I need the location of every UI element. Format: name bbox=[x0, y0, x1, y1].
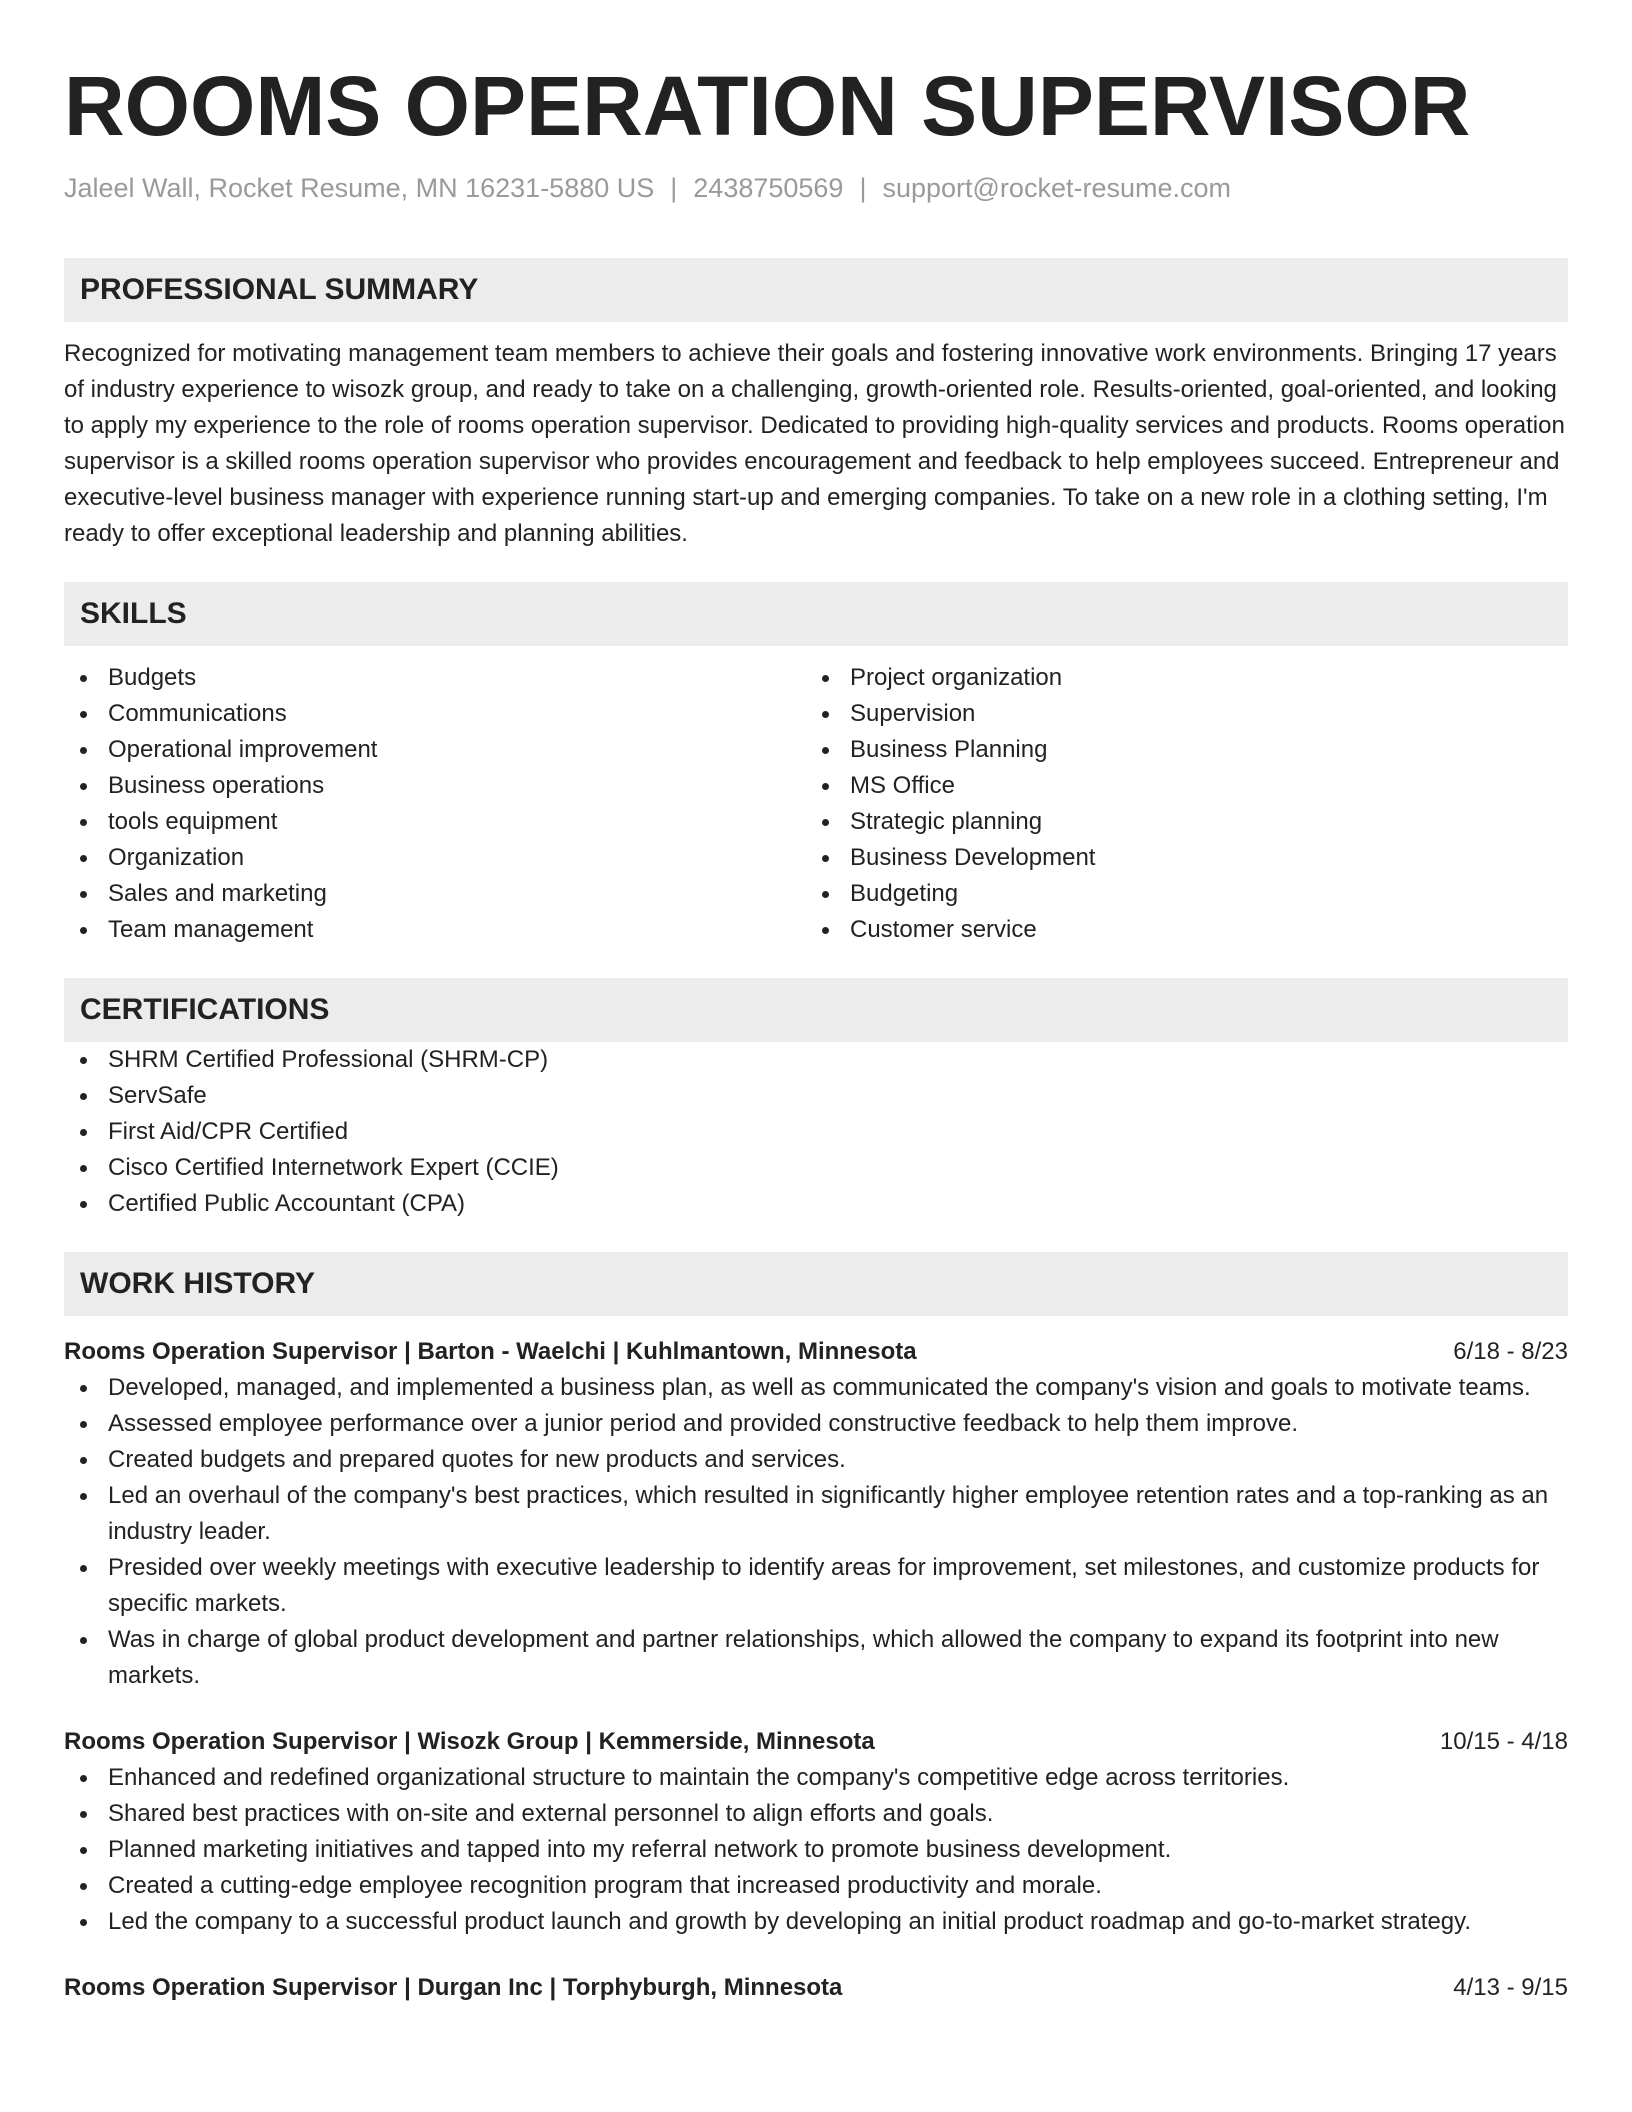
skill-item: Team management bbox=[64, 912, 806, 948]
job-title: Rooms Operation Supervisor | Durgan Inc | Torphyburgh, Minnesota bbox=[64, 1974, 843, 2001]
job-title: Rooms Operation Supervisor | Barton - Waelchi | Kuhlmantown, Minnesota bbox=[64, 1338, 917, 1365]
contact-separator: | bbox=[859, 173, 867, 203]
skill-item: Business operations bbox=[64, 768, 806, 804]
job-bullet: Led the company to a successful product launch and growth by developing an initial product roadmap and go-to-market strategy. bbox=[64, 1904, 1568, 1940]
skills-column-right bbox=[806, 660, 1548, 948]
job-bullets bbox=[64, 1370, 1568, 1694]
skills-list-right bbox=[806, 660, 1548, 948]
contact-separator: | bbox=[670, 173, 678, 203]
skill-item: Business Development bbox=[806, 840, 1548, 876]
job-bullet: Developed, managed, and implemented a business plan, as well as communicated the company's vision and goals to motivate teams. bbox=[64, 1370, 1568, 1406]
certification-item: First Aid/CPR Certified bbox=[64, 1114, 1568, 1150]
skills-list-left bbox=[64, 660, 806, 948]
job-bullet: Shared best practices with on-site and external personnel to align efforts and goals. bbox=[64, 1796, 1568, 1832]
job-title: Rooms Operation Supervisor | Wisozk Group | Kemmerside, Minnesota bbox=[64, 1728, 875, 1755]
job-entry bbox=[64, 1334, 1568, 1694]
section-heading-work-history: WORK HISTORY bbox=[64, 1252, 1568, 1316]
contact-line bbox=[64, 170, 1568, 206]
job-dates: 6/18 - 8/23 bbox=[1453, 1338, 1568, 1365]
skill-item: tools equipment bbox=[64, 804, 806, 840]
skill-item: Supervision bbox=[806, 696, 1548, 732]
skill-item: MS Office bbox=[806, 768, 1548, 804]
skill-item: Operational improvement bbox=[64, 732, 806, 768]
contact-address: Jaleel Wall, Rocket Resume, MN 16231-5880 US bbox=[64, 173, 655, 203]
section-heading-summary: PROFESSIONAL SUMMARY bbox=[64, 258, 1568, 322]
job-bullet: Assessed employee performance over a junior period and provided constructive feedback to help them improve. bbox=[64, 1406, 1568, 1442]
job-header bbox=[64, 1724, 1568, 1760]
skills-column-left bbox=[64, 660, 806, 948]
skills-columns bbox=[64, 660, 1568, 948]
job-header bbox=[64, 1334, 1568, 1370]
job-bullets bbox=[64, 1760, 1568, 1940]
job-header bbox=[64, 1970, 1568, 2006]
section-heading-skills: SKILLS bbox=[64, 582, 1568, 646]
job-entry bbox=[64, 1970, 1568, 2006]
job-bullet: Created a cutting-edge employee recognition program that increased productivity and morale. bbox=[64, 1868, 1568, 1904]
skill-item: Strategic planning bbox=[806, 804, 1548, 840]
resume-title: ROOMS OPERATION SUPERVISOR bbox=[64, 59, 1471, 153]
certifications-list bbox=[64, 1042, 1568, 1222]
job-bullet: Led an overhaul of the company's best practices, which resulted in significantly higher employee retention rates and a top-ranking as an industry leader. bbox=[64, 1478, 1568, 1550]
skill-item: Budgeting bbox=[806, 876, 1548, 912]
skill-item: Customer service bbox=[806, 912, 1548, 948]
certification-item: Cisco Certified Internetwork Expert (CCIE) bbox=[64, 1150, 1568, 1186]
skill-item: Project organization bbox=[806, 660, 1548, 696]
job-bullet: Created budgets and prepared quotes for new products and services. bbox=[64, 1442, 1568, 1478]
job-bullet: Presided over weekly meetings with executive leadership to identify areas for improvement, set milestones, and customize products for specific markets. bbox=[64, 1550, 1568, 1622]
job-bullet: Was in charge of global product development and partner relationships, which allowed the company to expand its footprint into new markets. bbox=[64, 1622, 1568, 1694]
skill-item: Budgets bbox=[64, 660, 806, 696]
skill-item: Organization bbox=[64, 840, 806, 876]
section-heading-certifications: CERTIFICATIONS bbox=[64, 978, 1568, 1042]
job-dates: 4/13 - 9/15 bbox=[1453, 1974, 1568, 2001]
certification-item: Certified Public Accountant (CPA) bbox=[64, 1186, 1568, 1222]
certification-item: ServSafe bbox=[64, 1078, 1568, 1114]
contact-email: support@rocket-resume.com bbox=[882, 173, 1231, 203]
summary-text: Recognized for motivating management team members to achieve their goals and fostering innovative work environments. Bringing 17 years of industry experience to wisozk group, and ready to take on a challenging, growth-oriented role. Results-oriented, goal-oriented, and looking to apply my experience to the role of rooms operation supervisor. Dedicated to providing high-quality services and products. Rooms operation supervisor is a skilled rooms operation supervisor who provides encouragement and feedback to help employees succeed. Entrepreneur and executive-level business manager with experience running start-up and emerging companies. To take on a new role in a clothing setting, I'm ready to offer exceptional leadership and planning abilities. bbox=[64, 340, 1565, 547]
job-bullet: Planned marketing initiatives and tapped into my referral network to promote business development. bbox=[64, 1832, 1568, 1868]
certification-item: SHRM Certified Professional (SHRM-CP) bbox=[64, 1042, 1568, 1078]
skill-item: Business Planning bbox=[806, 732, 1548, 768]
job-dates: 10/15 - 4/18 bbox=[1439, 1728, 1568, 1755]
job-bullet: Enhanced and redefined organizational structure to maintain the company's competitive edge across territories. bbox=[64, 1760, 1568, 1796]
skill-item: Communications bbox=[64, 696, 806, 732]
contact-phone: 2438750569 bbox=[693, 173, 844, 203]
job-entry bbox=[64, 1724, 1568, 1940]
skill-item: Sales and marketing bbox=[64, 876, 806, 912]
